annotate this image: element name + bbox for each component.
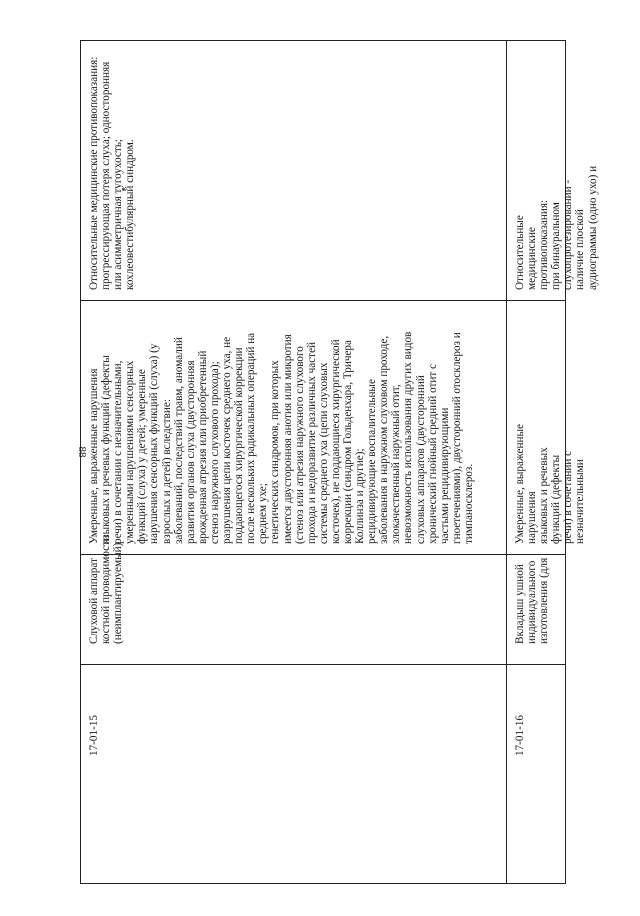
column-divider-device [80, 554, 566, 555]
row-divider [506, 40, 507, 884]
row-1-contraindications: Относительные медицинские противопоказания: прогрессирующая потеря слуха; односторонняя или асимметричная тугоухость; кохлеовестибулярный синдром. [88, 56, 137, 290]
row-2-code: 17-01-16 [514, 714, 526, 756]
row-2-device: Вкладыш ушной индивидуального изготовления (для [514, 557, 551, 644]
page-number: 88 [76, 446, 88, 458]
row-1-device: Слуховой аппарат костной проводимости (неимплантируемый) [88, 534, 125, 644]
row-1-indications: Умеренные, выраженные нарушения языковых и речевых функций (дефекты речи) в сочетании с незначительными, умеренными нарушениями сенсорных функций (слуха) у детей; умеренные нарушения сенсорных функций (слуха) (у взрослых и детей) вследствие: заболеваний, последствий травм, аномалий развития органов слуха (двусторонняя врожденная атрезия или приобретенный стеноз наружного слухового прохода); разрушения цепи косточек среднего уха, не поддающегося хирургической коррекции после нескольких радикальных операций на среднем ухе; генетических синдромов, при которых имеется двусторонняя анотия или микротия (стеноз или атрезия наружного слухового прохода и недоразвитие различных частей системы среднего уха (цепи слуховых косточек), не поддающиеся хирургической коррекции (синдром Гольденхара, Тричера Коллинза и другие); рецидивирующие воспалительные заболевания в наружном слуховом проходе, злокачественный наружный отит, невозможность использования других видов слуховых аппаратов (двусторонний хронический гнойный средний отит с частыми рецидивирующими гноетечениями), двусторонний отосклероз и тимпаносклероз. [88, 331, 475, 544]
column-divider-indications [80, 300, 566, 301]
row-1-code: 17-01-15 [88, 714, 100, 756]
row-2-contraindications: Относительные медицинские противопоказания: при бинауральном слухопротезировании - наличие плоской аудиограммы (одно ухо) и [514, 165, 599, 290]
column-divider-code [80, 664, 566, 665]
row-2-indications: Умеренные, выраженные нарушения языковых и речевых функций (дефекты речи) в сочетании с незначительными [514, 424, 587, 544]
